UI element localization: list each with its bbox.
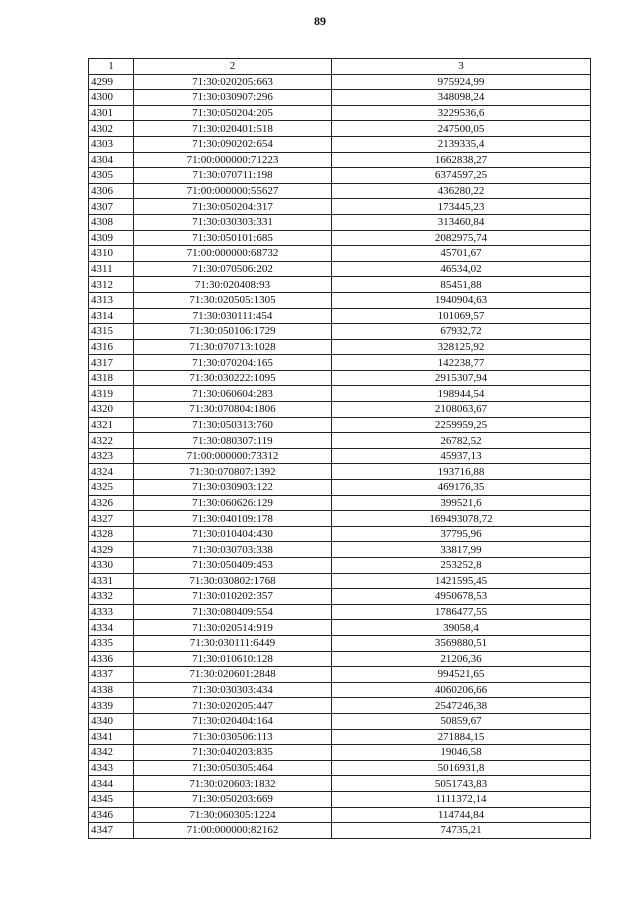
row-number-cell: 4334 [89, 620, 134, 636]
row-number-cell: 4347 [89, 823, 134, 839]
table-row [89, 168, 591, 184]
row-number-cell: 4346 [89, 807, 134, 823]
table-row [89, 526, 591, 542]
cadastral-number-cell: 71:30:030303:434 [134, 682, 332, 698]
row-number-cell: 4301 [89, 105, 134, 121]
cadastral-value-cell: 85451,88 [332, 277, 591, 293]
table-row [89, 90, 591, 106]
cadastral-number-cell: 71:30:050313:760 [134, 417, 332, 433]
cadastral-number-cell: 71:30:030111:454 [134, 308, 332, 324]
cadastral-value-cell: 2259959,25 [332, 417, 591, 433]
table-header-row [89, 59, 591, 75]
cadastral-value-cell: 253252,8 [332, 558, 591, 574]
row-number-cell: 4327 [89, 511, 134, 527]
row-number-cell: 4308 [89, 214, 134, 230]
row-number-cell: 4315 [89, 324, 134, 340]
cadastral-value-cell: 328125,92 [332, 339, 591, 355]
table-row [89, 152, 591, 168]
row-number-cell: 4302 [89, 121, 134, 137]
table-body [89, 74, 591, 838]
row-number-cell: 4306 [89, 183, 134, 199]
table-row [89, 386, 591, 402]
cadastral-number-cell: 71:30:030907:296 [134, 90, 332, 106]
table-row [89, 199, 591, 215]
row-number-cell: 4311 [89, 261, 134, 277]
cadastral-number-cell: 71:30:030903:122 [134, 480, 332, 496]
row-number-cell: 4304 [89, 152, 134, 168]
row-number-cell: 4342 [89, 745, 134, 761]
cadastral-number-cell: 71:30:050409:453 [134, 558, 332, 574]
cadastral-number-cell: 71:30:060604:283 [134, 386, 332, 402]
row-number-cell: 4338 [89, 682, 134, 698]
column-header-1: 1 [89, 59, 134, 75]
row-number-cell: 4305 [89, 168, 134, 184]
cadastral-number-cell: 71:30:060305:1224 [134, 807, 332, 823]
table-row [89, 713, 591, 729]
cadastral-value-cell: 4950678,53 [332, 589, 591, 605]
table-row [89, 277, 591, 293]
cadastral-number-cell: 71:30:020505:1305 [134, 292, 332, 308]
table-row [89, 355, 591, 371]
cadastral-number-cell: 71:30:010610:128 [134, 651, 332, 667]
cadastral-number-cell: 71:30:070804:1806 [134, 402, 332, 418]
row-number-cell: 4343 [89, 760, 134, 776]
table-row [89, 214, 591, 230]
cadastral-number-cell: 71:30:070204:165 [134, 355, 332, 371]
cadastral-number-cell: 71:30:050204:205 [134, 105, 332, 121]
cadastral-value-cell: 271884,15 [332, 729, 591, 745]
cadastral-value-cell: 247500,05 [332, 121, 591, 137]
row-number-cell: 4340 [89, 713, 134, 729]
row-number-cell: 4307 [89, 199, 134, 215]
table-row [89, 542, 591, 558]
row-number-cell: 4328 [89, 526, 134, 542]
cadastral-number-cell: 71:30:050106:1729 [134, 324, 332, 340]
cadastral-number-cell: 71:30:040203:835 [134, 745, 332, 761]
cadastral-number-cell: 71:30:020603:1832 [134, 776, 332, 792]
cadastral-value-cell: 4060206,66 [332, 682, 591, 698]
cadastral-number-cell: 71:30:050204:317 [134, 199, 332, 215]
cadastral-value-cell: 3229536,6 [332, 105, 591, 121]
row-number-cell: 4332 [89, 589, 134, 605]
cadastral-number-cell: 71:30:020205:447 [134, 698, 332, 714]
row-number-cell: 4331 [89, 573, 134, 589]
cadastral-value-cell: 50859,67 [332, 713, 591, 729]
row-number-cell: 4303 [89, 136, 134, 152]
row-number-cell: 4318 [89, 370, 134, 386]
cadastral-value-cell: 1111372,14 [332, 791, 591, 807]
cadastral-number-cell: 71:30:020404:164 [134, 713, 332, 729]
cadastral-number-cell: 71:00:000000:55627 [134, 183, 332, 199]
row-number-cell: 4300 [89, 90, 134, 106]
row-number-cell: 4319 [89, 386, 134, 402]
table-row [89, 511, 591, 527]
cadastral-number-cell: 71:30:030303:331 [134, 214, 332, 230]
table-row [89, 183, 591, 199]
cadastral-value-table [88, 58, 591, 839]
table-row [89, 760, 591, 776]
table-row [89, 230, 591, 246]
table-row [89, 667, 591, 683]
table-row [89, 74, 591, 90]
table-row [89, 651, 591, 667]
cadastral-value-cell: 975924,99 [332, 74, 591, 90]
cadastral-value-cell: 46534,02 [332, 261, 591, 277]
column-header-2: 2 [134, 59, 332, 75]
table-row [89, 620, 591, 636]
cadastral-value-cell: 5016931,8 [332, 760, 591, 776]
cadastral-number-cell: 71:30:030222:1095 [134, 370, 332, 386]
table-row [89, 776, 591, 792]
cadastral-number-cell: 71:30:050101:685 [134, 230, 332, 246]
table-row [89, 791, 591, 807]
table-row [89, 464, 591, 480]
cadastral-value-cell: 193716,88 [332, 464, 591, 480]
row-number-cell: 4345 [89, 791, 134, 807]
table-row [89, 682, 591, 698]
cadastral-number-cell: 71:00:000000:68732 [134, 246, 332, 262]
table-row [89, 745, 591, 761]
cadastral-value-cell: 313460,84 [332, 214, 591, 230]
row-number-cell: 4336 [89, 651, 134, 667]
row-number-cell: 4312 [89, 277, 134, 293]
row-number-cell: 4322 [89, 433, 134, 449]
cadastral-number-cell: 71:30:020601:2848 [134, 667, 332, 683]
table-row [89, 433, 591, 449]
row-number-cell: 4344 [89, 776, 134, 792]
row-number-cell: 4337 [89, 667, 134, 683]
cadastral-number-cell: 71:30:010202:357 [134, 589, 332, 605]
table-row [89, 121, 591, 137]
row-number-cell: 4320 [89, 402, 134, 418]
cadastral-number-cell: 71:30:080409:554 [134, 604, 332, 620]
cadastral-value-cell: 5051743,83 [332, 776, 591, 792]
cadastral-value-cell: 33817,99 [332, 542, 591, 558]
cadastral-value-cell: 45937,13 [332, 448, 591, 464]
cadastral-value-cell: 469176,35 [332, 480, 591, 496]
cadastral-number-cell: 71:00:000000:73312 [134, 448, 332, 464]
cadastral-value-cell: 1662838,27 [332, 152, 591, 168]
cadastral-value-cell: 6374597,25 [332, 168, 591, 184]
table-row [89, 292, 591, 308]
cadastral-value-cell: 3569880,51 [332, 635, 591, 651]
cadastral-value-cell: 74735,21 [332, 823, 591, 839]
table-row [89, 698, 591, 714]
cadastral-number-cell: 71:30:030506:113 [134, 729, 332, 745]
cadastral-value-cell: 67932,72 [332, 324, 591, 340]
row-number-cell: 4324 [89, 464, 134, 480]
page-number: 89 [314, 14, 326, 28]
cadastral-number-cell: 71:30:020205:663 [134, 74, 332, 90]
cadastral-value-cell: 173445,23 [332, 199, 591, 215]
cadastral-number-cell: 71:30:040109:178 [134, 511, 332, 527]
row-number-cell: 4299 [89, 74, 134, 90]
table-row [89, 370, 591, 386]
cadastral-number-cell: 71:30:080307:119 [134, 433, 332, 449]
cadastral-number-cell: 71:30:020401:518 [134, 121, 332, 137]
row-number-cell: 4325 [89, 480, 134, 496]
cadastral-value-cell: 198944,54 [332, 386, 591, 402]
cadastral-number-cell: 71:30:020408:93 [134, 277, 332, 293]
cadastral-number-cell: 71:30:030703:338 [134, 542, 332, 558]
cadastral-value-cell: 37795,96 [332, 526, 591, 542]
table-row [89, 729, 591, 745]
cadastral-value-cell: 21206,36 [332, 651, 591, 667]
table-row [89, 324, 591, 340]
table-row [89, 246, 591, 262]
row-number-cell: 4314 [89, 308, 134, 324]
row-number-cell: 4339 [89, 698, 134, 714]
cadastral-value-cell: 348098,24 [332, 90, 591, 106]
row-number-cell: 4321 [89, 417, 134, 433]
table-row [89, 417, 591, 433]
cadastral-number-cell: 71:30:030111:6449 [134, 635, 332, 651]
row-number-cell: 4335 [89, 635, 134, 651]
cadastral-value-cell: 114744,84 [332, 807, 591, 823]
cadastral-number-cell: 71:00:000000:71223 [134, 152, 332, 168]
cadastral-value-cell: 19046,58 [332, 745, 591, 761]
table-row [89, 573, 591, 589]
cadastral-value-cell: 2915307,94 [332, 370, 591, 386]
row-number-cell: 4329 [89, 542, 134, 558]
cadastral-number-cell: 71:30:070713:1028 [134, 339, 332, 355]
cadastral-number-cell: 71:30:020514:919 [134, 620, 332, 636]
table-row [89, 136, 591, 152]
cadastral-number-cell: 71:30:070711:198 [134, 168, 332, 184]
row-number-cell: 4316 [89, 339, 134, 355]
cadastral-number-cell: 71:30:070506:202 [134, 261, 332, 277]
cadastral-value-cell: 45701,67 [332, 246, 591, 262]
table-row [89, 558, 591, 574]
row-number-cell: 4310 [89, 246, 134, 262]
cadastral-value-cell: 2082975,74 [332, 230, 591, 246]
row-number-cell: 4323 [89, 448, 134, 464]
column-header-3: 3 [332, 59, 591, 75]
cadastral-value-cell: 1421595,45 [332, 573, 591, 589]
cadastral-number-cell: 71:30:090202:654 [134, 136, 332, 152]
cadastral-value-cell: 1786477,55 [332, 604, 591, 620]
table-row [89, 308, 591, 324]
cadastral-value-cell: 169493078,72 [332, 511, 591, 527]
table-row [89, 480, 591, 496]
cadastral-number-cell: 71:00:000000:82162 [134, 823, 332, 839]
table-row [89, 402, 591, 418]
table-row [89, 589, 591, 605]
row-number-cell: 4341 [89, 729, 134, 745]
row-number-cell: 4330 [89, 558, 134, 574]
table-row [89, 105, 591, 121]
cadastral-number-cell: 71:30:060626:129 [134, 495, 332, 511]
cadastral-value-cell: 1940904,63 [332, 292, 591, 308]
table-row [89, 635, 591, 651]
row-number-cell: 4333 [89, 604, 134, 620]
table-row [89, 495, 591, 511]
cadastral-value-cell: 2139335,4 [332, 136, 591, 152]
row-number-cell: 4317 [89, 355, 134, 371]
row-number-cell: 4313 [89, 292, 134, 308]
table-row [89, 823, 591, 839]
cadastral-value-cell: 39058,4 [332, 620, 591, 636]
cadastral-value-cell: 436280,22 [332, 183, 591, 199]
cadastral-number-cell: 71:30:050305:464 [134, 760, 332, 776]
cadastral-number-cell: 71:30:070807:1392 [134, 464, 332, 480]
cadastral-value-cell: 142238,77 [332, 355, 591, 371]
table-row [89, 448, 591, 464]
cadastral-number-cell: 71:30:030802:1768 [134, 573, 332, 589]
cadastral-value-cell: 2108063,67 [332, 402, 591, 418]
row-number-cell: 4326 [89, 495, 134, 511]
cadastral-value-cell: 2547246,38 [332, 698, 591, 714]
cadastral-value-cell: 994521,65 [332, 667, 591, 683]
table-row [89, 604, 591, 620]
table-row [89, 807, 591, 823]
cadastral-value-cell: 399521,6 [332, 495, 591, 511]
cadastral-value-cell: 101069,57 [332, 308, 591, 324]
cadastral-number-cell: 71:30:010404:430 [134, 526, 332, 542]
table-row [89, 261, 591, 277]
table-row [89, 339, 591, 355]
row-number-cell: 4309 [89, 230, 134, 246]
cadastral-value-cell: 26782,52 [332, 433, 591, 449]
cadastral-number-cell: 71:30:050203:669 [134, 791, 332, 807]
